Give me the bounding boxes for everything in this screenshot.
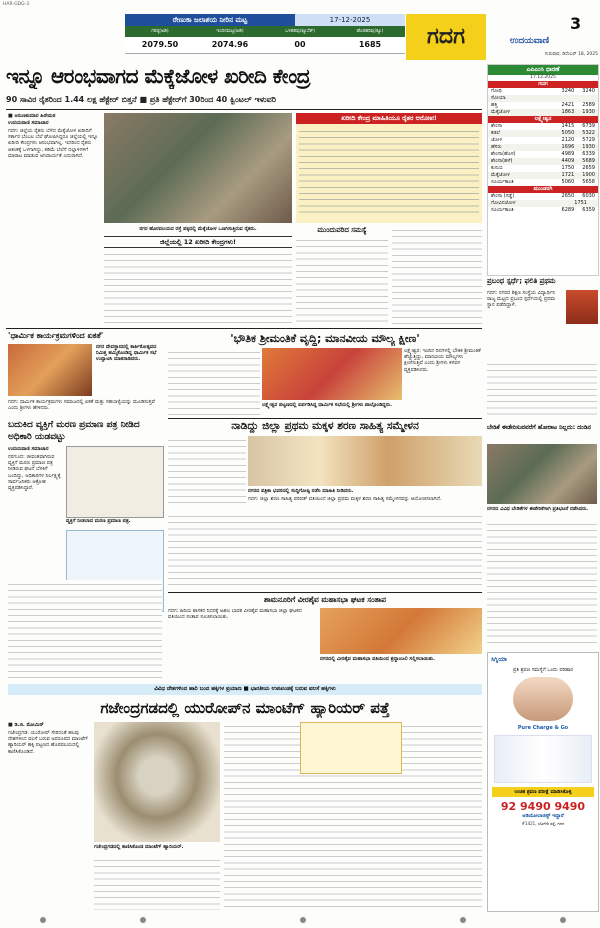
- religious-title: 'ಧಾರ್ಮಿಕ ಕಾರ್ಯಕ್ರಮಗಳಿಂದ ಏಕತೆ': [8, 331, 104, 340]
- condolence-body: ಗದಗ: ಹಿರಿಯ ಶಾಸಕರ ನಿಧನಕ್ಕೆ ಅಖಿಲ ಭಾರತ ವೀರಶೈವ ಮಹಾಸಭಾ ಜಿಲ್ಲಾ ಘಟಕದ ವತಿಯಿಂದ ಸಂತಾಪ ಸೂಚಿಸಲಾಯಿತು.: [168, 608, 302, 621]
- rate-name: ಸೂರ್ಯಕಾಂತಿ: [491, 207, 514, 213]
- main-byline2: ಉದಯವಾಣಿ ಸಮಾಚಾರ: [8, 120, 49, 126]
- rule: [168, 418, 482, 419]
- ad-phone: 92 9490 9490: [500, 800, 586, 813]
- rate-min: 2650: [561, 193, 575, 199]
- rates-box: [487, 64, 599, 276]
- ad-address: #1421, ಬೆಟಗೇರಿ ರಸ್ತೆ, ಗದಗ: [521, 821, 565, 826]
- bottom-headline: ಗಜೇಂದ್ರಗಡದಲ್ಲಿ ಯುರೋಪ್‌ನ ಮಾಂಟೆಗ್ ಹ್ಯಾರಿಯರ್ ಪತ್ತೆ: [100, 699, 390, 717]
- condolence-photo: [320, 608, 482, 654]
- right-story2-title: ಬೇಡಿಕೆ ಈಡೇರಿಸುವವರೆಗೆ ಹೋರಾಟ ನಿಲ್ಲದು: ದಂಡಿನ: [487, 424, 591, 431]
- rate-name: ಜೋಳ: [491, 137, 502, 143]
- col2-label: ಇಂದಿನಮಟ್ಟ(ಅಡಿ): [216, 29, 244, 34]
- condolence-title: ಶಾಮನೂರಿಗೆ ವೀರಶೈವ ಮಹಾಸಭಾ ಘಟಕ ಸಂತಾಪ: [264, 595, 386, 604]
- sammelana-title: ನಾಡಿದ್ದು ಜಿಲ್ಲಾ ಪ್ರಥಮ ಮಕ್ಕಳ ಶರಣ ಸಾಹಿತ್ಯ ಸಮ್ಮೇಳನ: [231, 420, 419, 432]
- sidebar3-body: [392, 226, 482, 326]
- right-story2-photo: [487, 444, 597, 504]
- right-story-title: ಪ್ರಬಂಧ ಸ್ಪರ್ಧೆ; ಫಲಿತಿ ಪ್ರಥಮ: [487, 277, 556, 285]
- rate-min: 5060: [561, 179, 575, 185]
- reservoir-title: ರೇಣುಕಾ ಜಲಾಶಯ ನೀರಿನ ಮಟ್ಟ: [125, 14, 295, 26]
- rate-max: 2659: [582, 165, 595, 171]
- paper-name: ಉದಯವಾಣಿ: [510, 36, 550, 46]
- right-story-more: [487, 360, 597, 420]
- rates-section1: ಗದಗ: [488, 81, 598, 88]
- rate-max: 5658: [582, 179, 595, 185]
- rate-name: ಸೂರ್ಯಕಾಂತಿ: [491, 179, 514, 185]
- right-story-photo: [566, 290, 598, 324]
- ad-clinic: ಆಡಿಯೋಲಾಜಿಸ್ಟ್ ಇದ್ದಾರೆ: [522, 813, 564, 819]
- edition-code: HAR-GDG-3: [3, 2, 30, 7]
- rates-rows1: [488, 88, 598, 116]
- val1: 2079.50: [141, 40, 179, 49]
- val4: 1685: [358, 40, 382, 49]
- ad-line2: Pure Charge & Go: [517, 725, 569, 731]
- reservoir-labels: [125, 26, 405, 37]
- rate-row: [488, 123, 598, 130]
- main-body: ಗದಗ: ಜಿಲ್ಲೆಯ ರೈತರು ಬೆಳೆದ ಮೆಕ್ಕೆಜೋಳ ಖರೀದಿಗೆ ಸರ್ಕಾರ ಬೆಂಬಲ ಬೆಲೆ ಘೋಷಿಸಿದ್ದರೂ ಜಿಲ್ಲೆಯಲ್ಲಿ ಇನ್ನೂ ಖರೀದಿ ಕೇಂದ್ರಗಳು ಆರಂಭವಾಗಿಲ್ಲ. ಇದರಿಂದ ರೈತರು ಆತಂಕಕ್ಕೆ ಒಳಗಾಗಿದ್ದು, ಕಡಿಮೆ ಬೆಲೆಗೆ ದಲ್ಲಾಳಿಗಳಿಗೆ ಮಾರಾಟ ಮಾಡುವ ಅನಿವಾರ್ಯತೆ ಎದುರಾಗಿದೆ.: [8, 128, 98, 159]
- rate-max: 6030: [582, 193, 595, 199]
- rate-min: 1696: [561, 144, 575, 150]
- page-number: 3: [570, 14, 582, 33]
- rates-title: ಎಪಿಎಂಸಿ ಧಾರಣೆ: [488, 65, 598, 75]
- main-subheadline: 90 ಸಾವಿರ ರೈತರಿಂದ 1.44 ಲಕ್ಷ ಹೆಕ್ಟೇರ್ ಬಿತ್ತನೆ ■ ಪ್ರತಿ ಹೆಕ್ಟೇರ್‌ಗೆ 30ರಿಂದ 40 ಕ್ವಿಂಟಲ್ ಇಳುವರಿ: [6, 95, 276, 104]
- religious-photo: [8, 344, 92, 396]
- rate-min: 4989: [561, 151, 575, 157]
- rate-min: 4409: [561, 158, 575, 164]
- bird-photo: [94, 722, 220, 842]
- rate-max: 6339: [582, 151, 595, 157]
- religious-quote: ನಗರ ದೇವಸ್ಥಾನದಲ್ಲಿ ಕಾರ್ತಿಕೋತ್ಸವದ ನಿಮಿತ್ತ ಹಮ್ಮಿಕೊಂಡಿದ್ದ ಧಾರ್ಮಿಕ ಸಭೆ ಉದ್ಘಾಟಿಸಿ ಮಾತನಾಡಿದರು.: [96, 344, 157, 363]
- rate-name: ಮೆಕ್ಕೆಜೋಳ: [491, 172, 510, 178]
- footer-registration-marks: [0, 916, 600, 924]
- rate-min: 1863: [561, 109, 575, 115]
- sammelana-body-left: [168, 436, 246, 506]
- rate-name: ಗೋಧಿ: [491, 88, 502, 94]
- col4-label: ಹೊರಹರಿವು(ಕ್ಯೂ): [356, 29, 384, 34]
- rate-name: ಗೋವಿನಜೋಳ: [491, 200, 516, 206]
- reservoir-values: [125, 37, 405, 54]
- rates-rows3: [488, 193, 598, 214]
- rate-name: ಶೇಂಗಾ (ಗಡ್ಡೆ): [491, 193, 515, 199]
- rate-min: 6289: [561, 207, 575, 213]
- rate-row: [488, 179, 598, 186]
- rate-max: 5689: [582, 158, 595, 164]
- rate-name: ಹತ್ತಿ: [491, 102, 498, 108]
- rate-row: [488, 200, 598, 207]
- main-headline: ಇನ್ನೂ ಆರಂಭವಾಗದ ಮೆಕ್ಕೆಜೋಳ ಖರೀದಿ ಕೇಂದ್ರ: [6, 64, 311, 88]
- rate-max: 1900: [582, 172, 595, 178]
- rate-min: 3240: [561, 88, 575, 94]
- sidebar2-body: [296, 236, 388, 326]
- rate-row: [488, 137, 598, 144]
- rate-max: 6359: [582, 207, 595, 213]
- bottom-byline: ■ ಡಿ.ಜಿ. ಮೋಮಿನ್: [8, 722, 44, 728]
- death-cert-more: [8, 580, 162, 680]
- rate-max: 2589: [582, 102, 595, 108]
- death-cert-byline: ಉದಯವಾಣಿ ಸಮಾಚಾರ: [8, 446, 49, 452]
- sidebar-title: ಖರೀದಿ ಕೇಂದ್ರ ಮಾಹಿತಿಯೂ ರೈತರ ಆರೋಪ!: [296, 113, 482, 124]
- condolence-caption: ನಗರದಲ್ಲಿ ವೀರಶೈವ ಮಹಾಸಭಾ ವತಿಯಿಂದ ಶ್ರದ್ಧಾಂಜಲಿ ಸಲ್ಲಿಸಲಾಯಿತು.: [320, 656, 436, 662]
- rate-row: [488, 193, 598, 200]
- rate-min: 2120: [561, 137, 575, 143]
- rate-name: ಕುಸುಬಿ: [491, 165, 503, 171]
- rate-name: ಸೋಯಾ: [491, 95, 506, 101]
- death-cert-body: ನರಗುಂದ: ಜೀವಂತವಾಗಿರುವ ವ್ಯಕ್ತಿಗೆ ಮರಣ ಪ್ರಮಾಣ ಪತ್ರ ನೀಡಿರುವ ಘಟನೆ ಬೆಳಕಿಗೆ ಬಂದಿದ್ದು, ಅಧಿಕಾರಿಗಳ ನಿರ್ಲಕ್ಷ್ಯಕ್ಕೆ ಸಾರ್ವಜನಿಕರು ಆಕ್ರೋಶ ವ್ಯಕ್ತಪಡಿಸಿದ್ದಾರೆ.: [8, 454, 61, 492]
- fact-box: [300, 722, 402, 774]
- bottom-body: ಗಜೇಂದ್ರಗಡ: ಯುರೋಪ್ ಸೇರಿದಂತೆ ಹಲವು ದೇಶಗಳಿಂದ ವಲಸೆ ಬರುವ ಅಪರೂಪದ ಮಾಂಟೆಗ್ ಹ್ಯಾರಿಯರ್ ಹಕ್ಕಿ ಪಟ್ಟಣದ ಹೊರವಲಯದಲ್ಲಿ ಕಾಣಿಸಿಕೊಂಡಿದೆ.: [8, 730, 89, 755]
- dateline: ಗುರುವಾರ, ಡಿಸೆಂಬರ್ 18, 2025: [544, 52, 598, 57]
- ad-box: [487, 652, 599, 912]
- rate-name: ಹೆಸರು: [491, 144, 502, 150]
- city-box: [406, 14, 486, 60]
- sidebar2-title: ಮುಂದುವರಿದ ಸಮಸ್ಯೆ: [317, 226, 367, 234]
- bird-caption: ಗಜೇಂದ್ರಗಡದಲ್ಲಿ ಕಾಣಿಸಿಕೊಂಡ ಮಾಂಟೆಗ್ ಹ್ಯಾರಿಯರ್.: [94, 844, 184, 850]
- rate-min: 5050: [561, 130, 575, 136]
- rate-max: 1930: [582, 109, 595, 115]
- rate-min: 1751: [574, 200, 587, 206]
- rate-name: ಕಡಲೆ: [491, 130, 500, 136]
- progress-body-left: [168, 348, 260, 418]
- ad-line3: ಉಚಿತ ಶ್ರವಣ ಪರೀಕ್ಷೆ ಮಾಡಿಸಿಕೊಳ್ಳಿ: [492, 787, 594, 797]
- rule: [168, 592, 482, 593]
- rate-row: [488, 144, 598, 151]
- rates-section2: ಲಕ್ಷ್ಮೇಶ್ವರ: [488, 116, 598, 123]
- sammelana-caption: ನಗರದ ಪತ್ರಿಕಾ ಭವನದಲ್ಲಿ ಸುದ್ದಿಗೋಷ್ಠಿ ನಡೆಸಿ ಮಾಹಿತಿ ನೀಡಿದರು.: [248, 488, 354, 494]
- rate-min: 1750: [561, 165, 575, 171]
- sammelana-photo: [248, 436, 482, 486]
- ad-product-photo: [494, 735, 592, 783]
- rate-row: [488, 172, 598, 179]
- rate-max: 1930: [582, 144, 595, 150]
- religious-body: ಗದಗ: ಧಾರ್ಮಿಕ ಕಾರ್ಯಕ್ರಮಗಳು ಸಮಾಜದಲ್ಲಿ ಏಕತೆ ಮತ್ತು ಸಹಬಾಳ್ವೆಯನ್ನು ಮೂಡಿಸುತ್ತವೆ ಎಂದು ಶ್ರೀಗಳು ಹೇಳಿದರು.: [8, 399, 155, 412]
- rule: [6, 109, 482, 110]
- rate-min: 2421: [561, 102, 575, 108]
- rate-row: [488, 102, 598, 109]
- right-story-body: ಗದಗ: ನಗರದ ಶಿಕ್ಷಣ ಸಂಸ್ಥೆಯ ವಿದ್ಯಾರ್ಥಿನಿ ರಾಜ್ಯ ಮಟ್ಟದ ಪ್ರಬಂಧ ಸ್ಪರ್ಧೆಯಲ್ಲಿ ಪ್ರಥಮ ಸ್ಥಾನ ಪಡೆದಿದ್ದಾಳೆ.: [487, 290, 556, 309]
- ad-model-photo: [513, 677, 573, 721]
- right-story2-caption: ನಗರದ ವಿವಿಧ ಬೇಡಿಕೆಗಳ ಈಡೇರಿಕೆಗಾಗಿ ಪ್ರತಿಭಟನೆ ನಡೆಸಿದರು.: [487, 506, 589, 512]
- rule: [6, 328, 482, 329]
- city-name: ಗದಗ: [426, 24, 466, 49]
- death-cert-title: ಬದುಕಿದ ವ್ಯಕ್ತಿಗೆ ಮರಣ ಪ್ರಮಾಣ ಪತ್ರ ನೀಡಿದ ಅಧಿಕಾರಿ ಯಡವಟ್ಟು: [8, 420, 140, 442]
- main-byline: ■ ಅರುಣಕುಮಾರ ಹಿರೇಮಠ: [8, 113, 56, 119]
- main-photo: [104, 113, 292, 223]
- progress-caption: ಲಕ್ಷ್ಮೇಶ್ವರ ಪಟ್ಟಣದಲ್ಲಿ ಏರ್ಪಡಿಸಿದ್ದ ಧಾರ್ಮಿಕ ಸಭೆಯಲ್ಲಿ ಶ್ರೀಗಳು ಪಾಲ್ಗೊಂಡಿದ್ದರು.: [262, 402, 392, 408]
- sammelana-more: [168, 512, 482, 590]
- val3: 00: [294, 40, 306, 49]
- rate-max: 5729: [582, 137, 595, 143]
- bottom-body-2: [94, 856, 220, 910]
- bottom-kicker: ವಿವಿಧ ದೇಶಗಳಿಂದ ಹಾರಿ ಬಂದ ಹಕ್ಕಿಗಳ ಪ್ರಯಾಣ ■ ಭಾರತೀಯ ಉಪಖಂಡಕ್ಕೆ ಬರುವ ವಲಸೆ ಹಕ್ಕಿಗಳು: [8, 684, 482, 695]
- main-body-col2: [104, 250, 292, 326]
- subhead-box: ಜಿಲ್ಲೆಯಲ್ಲಿ 12 ಖರೀದಿ ಕೇಂದ್ರಗಳು!: [104, 236, 292, 248]
- rate-row: [488, 165, 598, 172]
- progress-photo: [262, 348, 402, 400]
- rate-name: ಮೆಕ್ಕೆಜೋಳ: [491, 109, 510, 115]
- progress-body: ಲಕ್ಷ್ಮೇಶ್ವರ: ಇಂದಿನ ದಿನಗಳಲ್ಲಿ ಭೌತಿಕ ಶ್ರೀಮಂತಿಕೆ ಹೆಚ್ಚುತ್ತಿದ್ದು, ಮಾನವೀಯ ಮೌಲ್ಯಗಳು ಕ್ಷೀಣಿಸುತ್ತಿವೆ ಎಂದು ಶ್ರೀಗಳು ಕಳವಳ ವ್ಯಕ್ತಪಡಿಸಿದರು.: [404, 348, 481, 373]
- rate-name: ಶೇಂಗಾ(ಹೊಸ): [491, 151, 516, 157]
- death-cert-photo: [66, 446, 164, 518]
- rate-max: 5322: [582, 130, 595, 136]
- sidebar-box: [296, 113, 482, 223]
- rate-row: [488, 151, 598, 158]
- rates-section3: ಮುಂಡರಗಿ: [488, 186, 598, 193]
- rate-max: 6739: [582, 123, 595, 129]
- reservoir-date: 17-12-2025: [295, 14, 405, 26]
- rates-rows2: [488, 123, 598, 186]
- rate-row: [488, 109, 598, 116]
- sidebar-body: [299, 127, 479, 217]
- ad-line1: ಪ್ರತಿ ಶ್ರವಣ ಸಮಸ್ಯೆಗೆ ಒಂದು ಪರಿಹಾರ: [512, 667, 574, 673]
- rate-min: 1415: [561, 123, 575, 129]
- ad-brand: ಸಿಗ್ನಿಯಾ: [491, 656, 507, 663]
- rate-row: [488, 207, 598, 214]
- rate-name: ಶೇಂಗಾ(ಹಳೆ): [491, 158, 513, 164]
- rate-row: [488, 158, 598, 165]
- rate-row: [488, 95, 598, 102]
- rate-max: 3240: [582, 88, 595, 94]
- rate-row: [488, 88, 598, 95]
- col1-label: ಗರಿಷ್ಠ(ಅಡಿ): [151, 29, 169, 34]
- col3-label: ಒಳಹರಿವು(ಕ್ಯೂಸೆಕ್): [285, 29, 315, 34]
- val2: 2074.96: [211, 40, 249, 49]
- reservoir-box: [125, 14, 405, 60]
- rate-name: ಶೇಂಗಾ: [491, 123, 503, 129]
- rate-min: 1721: [561, 172, 575, 178]
- sammelana-body: ಗದಗ: ಜಿಲ್ಲಾ ಶರಣ ಸಾಹಿತ್ಯ ಪರಿಷತ್ ವತಿಯಿಂದ ಜಿಲ್ಲಾ ಪ್ರಥಮ ಮಕ್ಕಳ ಶರಣ ಸಾಹಿತ್ಯ ಸಮ್ಮೇಳನವನ್ನು ಆಯೋಜಿಸಲಾಗಿದೆ.: [248, 496, 442, 502]
- death-cert-caption: ವ್ಯಕ್ತಿಗೆ ನೀಡಲಾದ ಮರಣ ಪ್ರಮಾಣ ಪತ್ರ.: [66, 518, 131, 524]
- right-story2-body: [487, 520, 597, 648]
- main-photo-caption: ನಗರ ಹೊರವಲಯದ ರಸ್ತೆ ಪಕ್ಕದಲ್ಲಿ ಮೆಕ್ಕೆಜೋಳ ಒಣಗಿಸುತ್ತಿರುವ ರೈತರು.: [139, 226, 257, 232]
- rates-date: 17.12.2025: [530, 75, 556, 80]
- progress-title: 'ಭೌತಿಕ ಶ್ರೀಮಂತಿಕೆ ವೃದ್ಧಿ; ಮಾನವೀಯ ಮೌಲ್ಯ ಕ್ಷೀಣ': [230, 332, 420, 345]
- rate-row: [488, 130, 598, 137]
